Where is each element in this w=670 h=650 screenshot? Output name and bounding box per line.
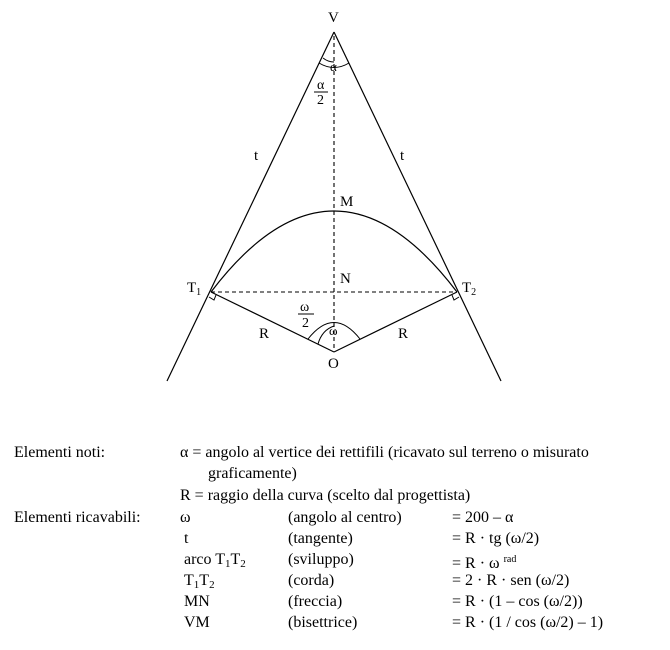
derived-description: (angolo al centro) [288,509,402,526]
right-angle-mark-t1 [209,295,216,300]
omega-label: ω [329,323,338,338]
derived-symbol: t [184,530,189,547]
derived-description: (corda) [288,572,335,589]
derived-symbol: arco T1T2 [184,551,246,570]
derived-symbol: ω [180,509,191,526]
mid-arc-label: M [340,194,354,210]
mid-chord-label: N [340,271,351,287]
tangent-line-right [334,32,501,381]
derived-description: (freccia) [288,593,343,610]
omega-half-denominator: 2 [302,316,309,331]
derived-symbol: VM [184,614,210,631]
derived-description: (bisettrice) [288,614,358,631]
radius-line-right [334,292,457,352]
derived-symbol: T1T2 [184,572,215,591]
derived-formula: = 200 – α [452,509,514,526]
derived-heading: Elementi ricavabili: [14,509,141,526]
right-angle-mark-t2 [452,295,459,300]
derived-formula: = R · ω $^{rad}$ [452,554,517,572]
derived-formula: = 2 · R · sen (ω/2) [452,572,570,589]
radius-label-right: R [398,326,409,342]
tangent-point-2-label: $T_2$ [462,280,477,298]
derived-formula: = R · (1 – cos (ω/2)) [452,593,583,610]
known-heading: Elementi noti: [14,444,106,461]
derived-formula: = R · (1 / cos (ω/2) – 1) [452,614,604,631]
radius-label-left: R [259,326,270,342]
radius-line-left [211,292,334,352]
derived-formula: = R · tg (ω/2) [452,530,540,547]
alpha-half-denominator: 2 [317,93,324,108]
tangent-label-left: t [254,148,259,164]
alpha-half-numerator: α [317,78,325,93]
tangent-point-1-label: $T_1$ [187,280,202,298]
center-label: O [328,356,339,372]
derived-description: (sviluppo) [288,551,354,568]
vertex-label: V [328,10,339,26]
omega-half-numerator: ω [300,300,310,315]
tangent-label-right: t [400,148,405,164]
alpha-label: α [330,59,337,74]
alpha-definition-line1: α = angolo al vertice dei rettifili (ricavato sul terreno o misurato [180,444,589,461]
curve-arc [211,211,457,292]
alpha-definition-line2: graficamente) [208,465,297,482]
radius-definition: R = raggio della curva (scelto dal progettista) [180,487,471,504]
derived-description: (tangente) [288,530,353,547]
derived-symbol: MN [184,593,210,610]
